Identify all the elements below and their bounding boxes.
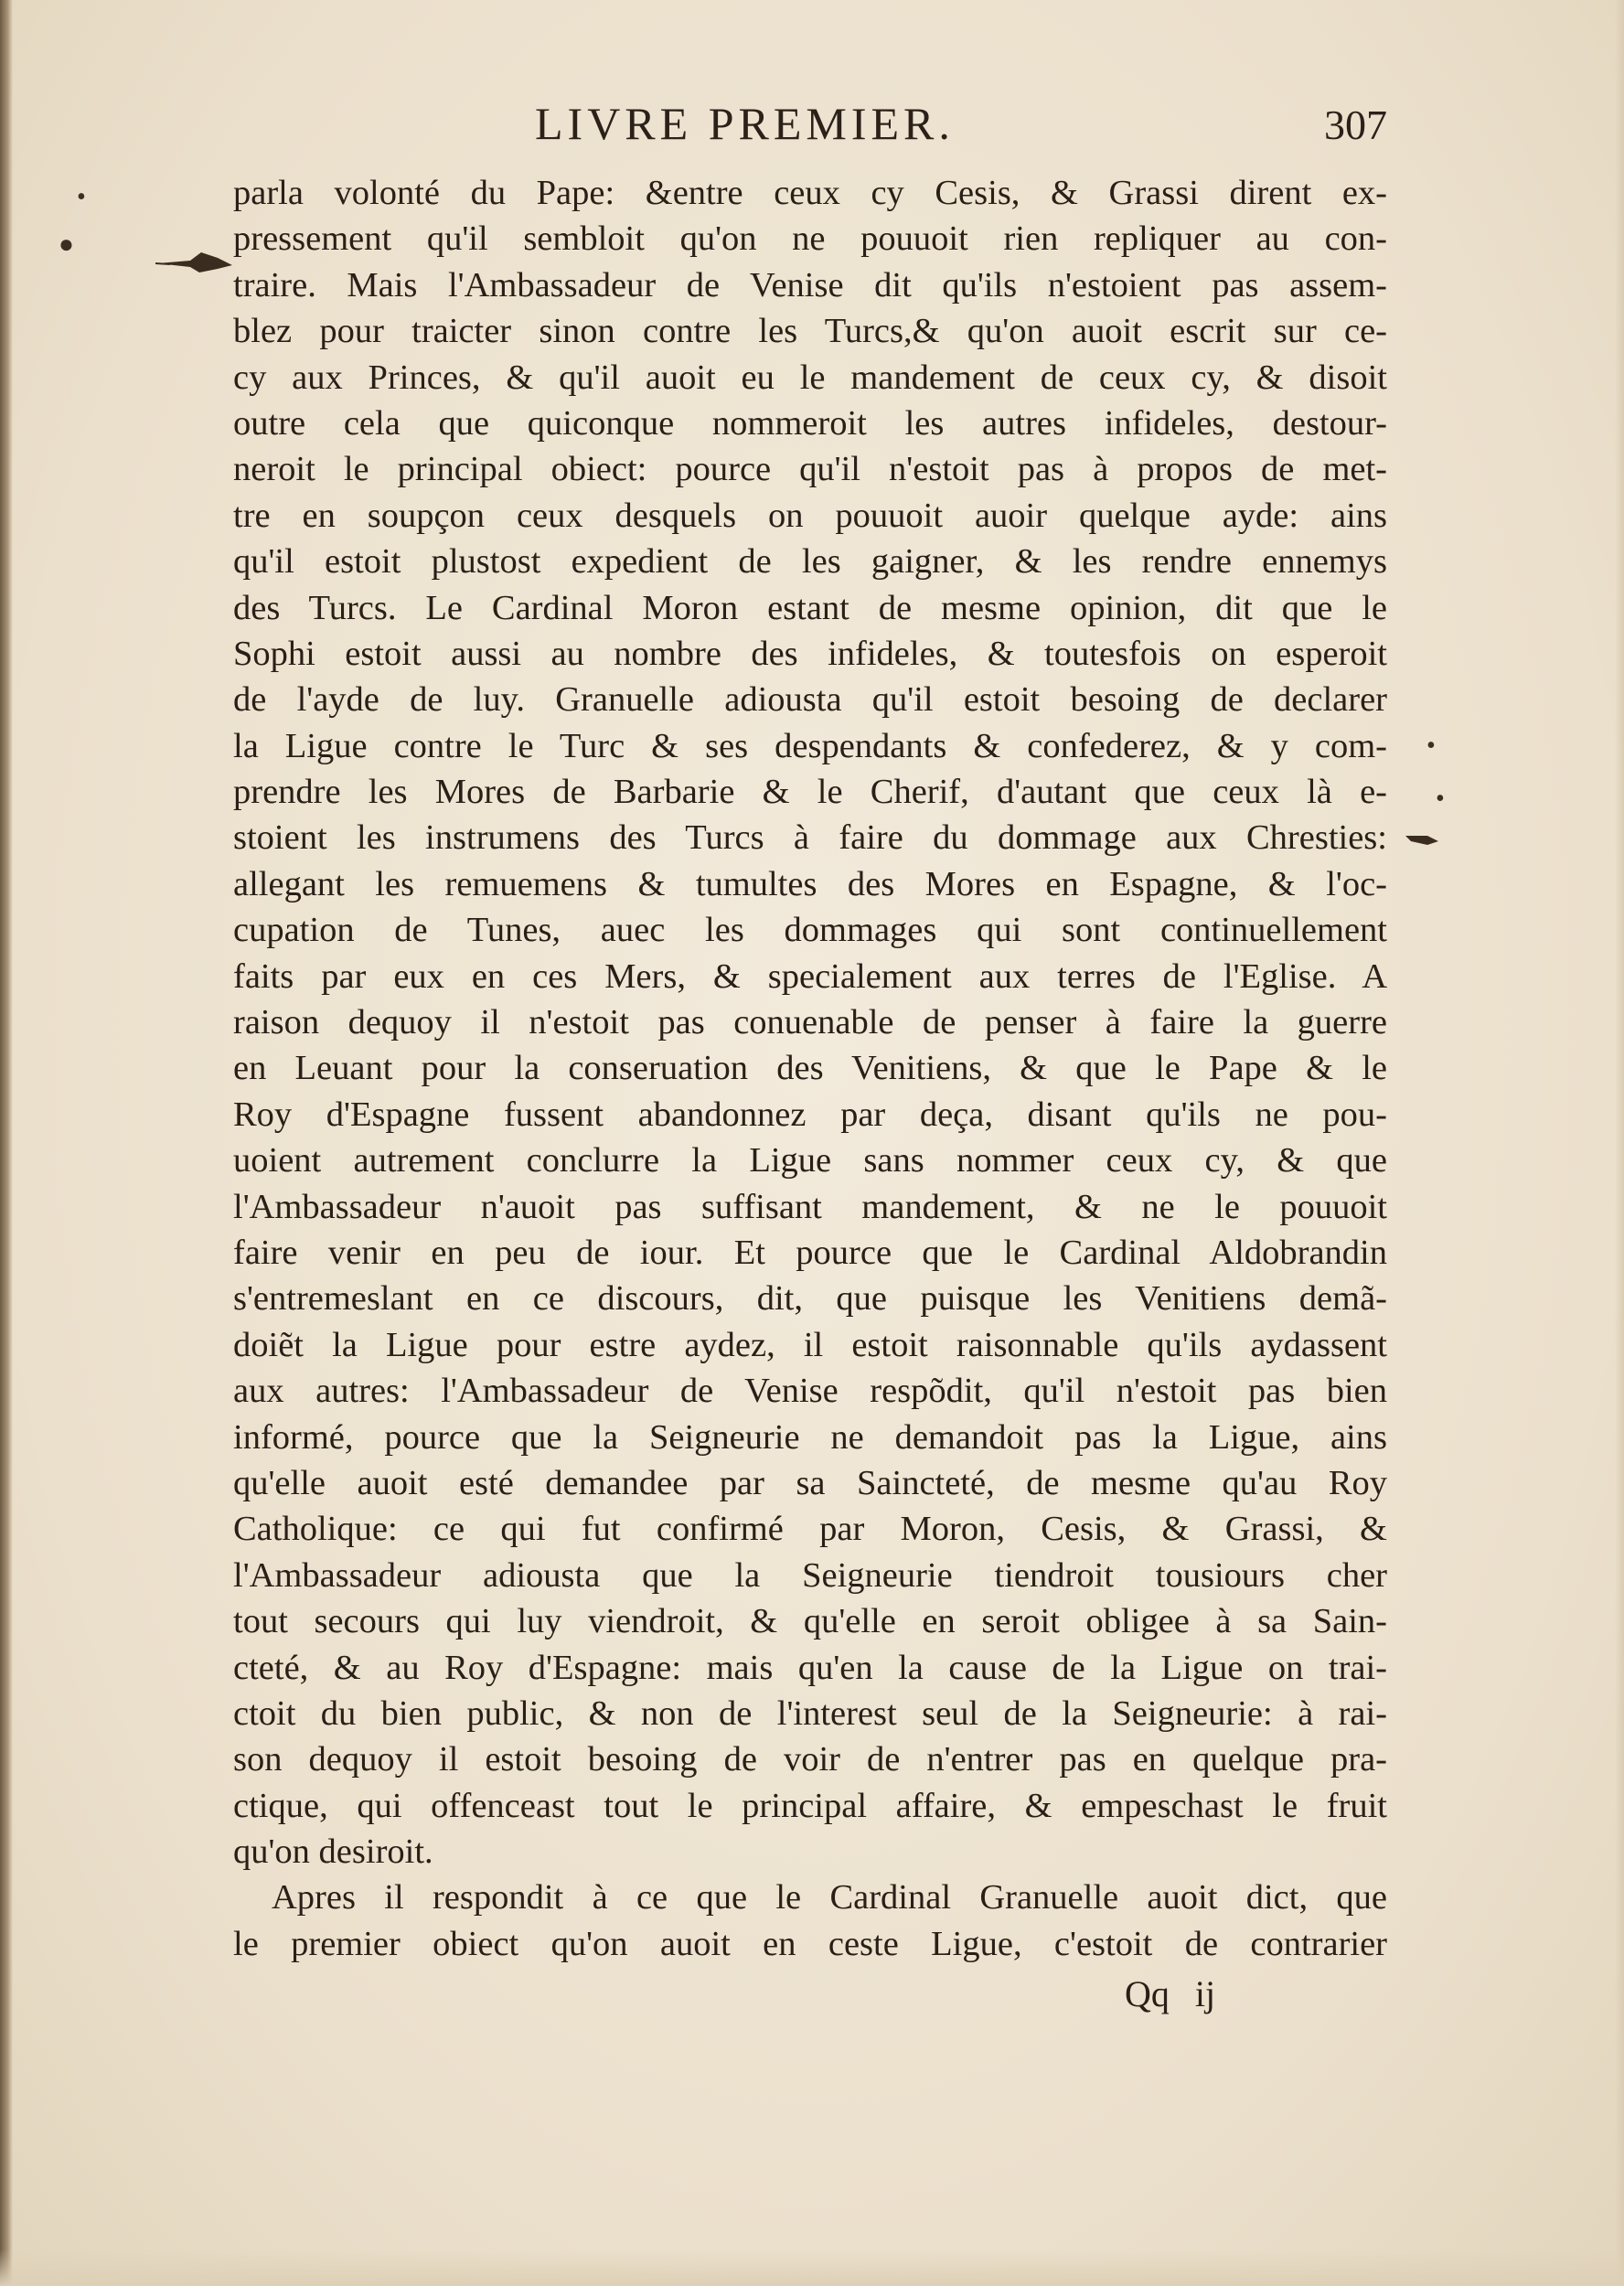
text-line: Sophi estoit aussi au nombre des infideles, & toutesfois on esperoit <box>233 634 1387 673</box>
text-line: raison dequoy il n'estoit pas conuenable de penser à faire la guerre <box>233 1003 1387 1042</box>
text-line: s'entremeslant en ce discours, dit, que puisque les Venitiens demã- <box>233 1279 1387 1319</box>
text-line: faire venir en peu de iour. Et pource que le Cardinal Aldobrandin <box>233 1233 1387 1272</box>
text-line: traire. Mais l'Ambassadeur de Venise dit qu'ils n'estoient pas assem- <box>233 265 1387 304</box>
text-line: parla volonté du Pape: &entre ceux cy Cesis, & Grassi dirent ex- <box>233 174 1387 212</box>
text-line: en Leuant pour la conseruation des Venitiens, & que le Pape & le <box>233 1049 1387 1088</box>
text-line: Catholique: ce qui fut confirmé par Moron, Cesis, & Grassi, & <box>233 1510 1387 1549</box>
text-line: stoient les instrumens des Turcs à faire du dommage aux Chresties: <box>233 818 1387 858</box>
text-line: l'Ambassadeur adiousta que la Seigneurie tiendroit tousiours cher <box>233 1555 1387 1595</box>
running-title: LIVRE PREMIER. <box>535 98 955 149</box>
text-line: faits par eux en ces Mers, & specialement aux terres de l'Eglise. A <box>233 956 1387 996</box>
text-line: tout secours qui luy viendroit, & qu'elle en seroit obligee à sa Sain- <box>233 1602 1387 1641</box>
text-line: doiẽt la Ligue pour estre aydez, il estoit raisonnable qu'ils aydassent <box>233 1325 1387 1364</box>
text-line: neroit le principal obiect: pource qu'il n'estoit pas à propos de met- <box>233 450 1387 489</box>
page-edge-bottom <box>0 2249 1624 2286</box>
text-line: qu'on desiroit. <box>233 1832 433 1872</box>
page-number: 307 <box>1324 101 1387 148</box>
text-line: prendre les Mores de Barbarie & le Cherif, d'autant que ceux là e- <box>233 773 1387 812</box>
text-line: ctique, qui offenceast tout le principal affaire, & empeschast le fruit <box>233 1786 1387 1825</box>
pointing-hand-right-icon <box>1404 828 1440 849</box>
signature-mark: ij <box>1194 1973 1216 2014</box>
catchword: Qq <box>1125 1973 1170 2014</box>
text-line: Roy d'Espagne fussent abandonnez par deça, disant qu'ils ne pou- <box>233 1095 1387 1134</box>
text-line: outre cela que quiconque nommeroit les autres infideles, destour- <box>233 403 1387 443</box>
text-line: pressement qu'il sembloit qu'on ne pouuoit rien repliquer au con- <box>233 219 1387 259</box>
page-footer <box>1125 1972 1215 2015</box>
page-edge-right <box>1615 0 1624 2286</box>
text-line: des Turcs. Le Cardinal Moron estant de mesme opinion, dit que le <box>233 588 1387 627</box>
text-line: la Ligue contre le Turc & ses despendants & confederez, & y com- <box>233 726 1387 765</box>
text-line: aux autres: l'Ambassadeur de Venise respõdit, qu'il n'estoit pas bien <box>233 1372 1387 1411</box>
text-line: informé, pource que la Seigneurie ne demandoit pas la Ligue, ains <box>233 1417 1387 1457</box>
text-line: tre en soupçon ceux desquels on pouuoit auoir quelque ayde: ains <box>233 496 1387 535</box>
margin-dot: • <box>1426 732 1436 760</box>
text-line: uoient autrement conclurre la Ligue sans nommer ceux cy, & que <box>233 1141 1387 1180</box>
text-line: cupation de Tunes, auec les dommages qui sont continuellement <box>233 911 1387 950</box>
page-binding-shadow <box>0 0 13 2286</box>
pointing-hand-icon <box>154 245 236 282</box>
text-line: le premier obiect qu'on auoit en ceste Ligue, c'estoit de contrarier <box>233 1924 1387 1963</box>
text-line: qu'il estoit plustost expedient de les gaigner, & les rendre ennemys <box>233 542 1387 582</box>
text-line: son dequoy il estoit besoing de voir de n'entrer pas en quelque pra- <box>233 1740 1387 1779</box>
text-line: de l'ayde de luy. Granuelle adiousta qu'il estoit besoing de declarer <box>233 680 1387 720</box>
text-block <box>233 170 1387 1967</box>
margin-blot: ● <box>59 230 74 259</box>
text-line: qu'elle auoit esté demandee par sa Saincteté, de mesme qu'au Roy <box>233 1463 1387 1502</box>
text-line: cteté, & au Roy d'Espagne: mais qu'en la cause de la Ligue on trai- <box>233 1648 1387 1687</box>
margin-dot: • <box>1436 785 1445 813</box>
paragraph-first-line: Apres il respondit à ce que le Cardinal Granuelle auoit dict, que <box>272 1878 1387 1917</box>
text-line: cy aux Princes, & qu'il auoit eu le mandement de ceux cy, & disoit <box>233 358 1387 397</box>
text-line: ctoit du bien public, & non de l'interest seul de la Seigneurie: à rai- <box>233 1693 1387 1733</box>
text-line: blez pour traicter sinon contre les Turcs,& qu'on auoit escrit sur ce- <box>233 312 1387 351</box>
page-header <box>0 97 1624 152</box>
text-line: l'Ambassadeur n'auoit pas suffisant mandement, & ne le pouuoit <box>233 1187 1387 1226</box>
margin-dot: • <box>77 183 86 211</box>
text-line: allegant les remuemens & tumultes des Mores en Espagne, & l'oc- <box>233 864 1387 903</box>
